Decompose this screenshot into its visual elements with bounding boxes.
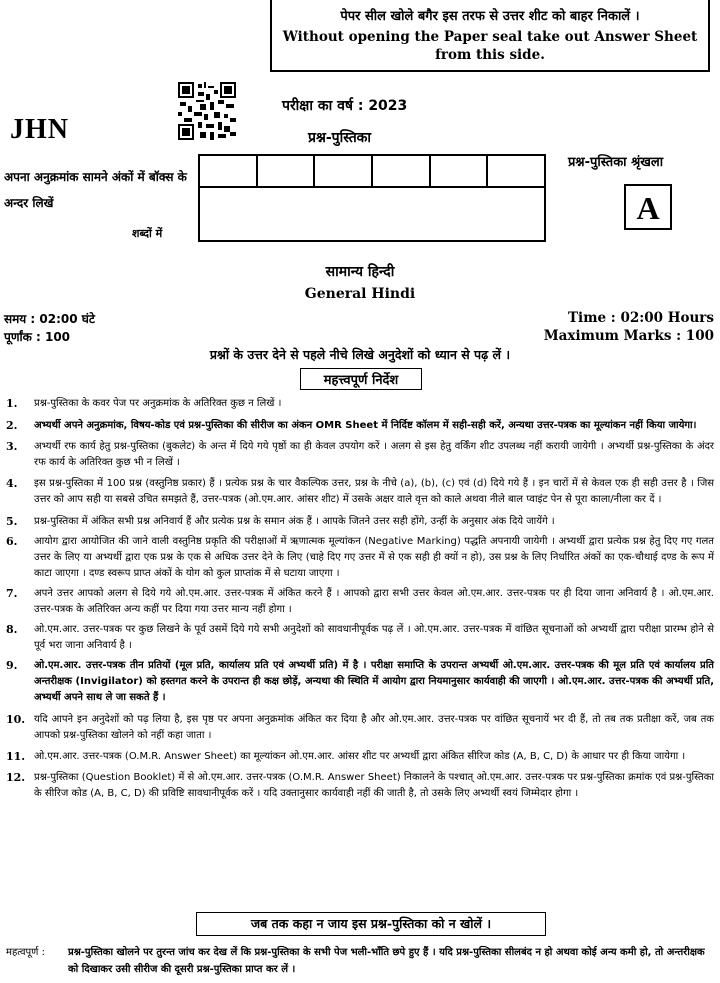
series-box: A bbox=[624, 184, 672, 230]
item-number: 10. bbox=[6, 713, 26, 726]
important-note bbox=[6, 944, 714, 978]
item-text: ओ.एम.आर. उत्तर-पत्रक तीन प्रतियों (मूल प्रति, कार्यालय प्रति एवं अभ्यर्थी प्रति) में है । परीक्षा समाप्ति के उपरान्त अभ्यर्थी ओ.एम.आर. उत्तर-पत्रक की मूल प्रति एवं कार्यालय प्रति अन्तरीक्षक (Invigilator) को हस्तगत करने के उपरान्त ही कक्ष छोड़ें, अन्यथा की स्थिति में आयोग द्वारा नियमानुसार कार्यवाही की जाएगी । ओ.एम.आर. उत्तर-पत्रक की अभ्यर्थी प्रति, अभ्यर्थी अपने साथ ले जा सकते हैं । bbox=[34, 660, 714, 703]
read-instructions-note: प्रश्नों के उत्तर देने से पहले नीचे लिखे अनुदेशों को ध्यान से पढ़ लें । bbox=[209, 347, 511, 362]
list-item bbox=[6, 534, 714, 582]
list-item bbox=[6, 586, 714, 618]
item-text: इस प्रश्न-पुस्तिका में 100 प्रश्न (वस्तुनिष्ठ प्रकार) हैं । प्रत्येक प्रश्न के चार वैकल्पिक उत्तर, प्रश्न के नीचे (a), (b), (c) एवं (d) दिये गये हैं । इन चारों में से केवल एक ही सही उत्तर है । जिस उत्तर को आप सही या सबसे उचित समझते हैं, उत्तर-पत्रक (ओ.एम.आर. आंसर शीट) में उसके अक्षर वाले वृत्त को काले अथवा नीले बाल प्वाइंट पेन से पूरा काला/नीला कर दें । bbox=[34, 478, 714, 505]
roll-digit-box[interactable] bbox=[200, 156, 258, 186]
seal-instruction-box bbox=[270, 0, 710, 72]
instructions-list bbox=[6, 396, 714, 802]
seal-instruction-hindi: पेपर सील खोले बगैर इस तरफ से उत्तर शीट को बाहर निकालें । bbox=[340, 9, 640, 24]
list-item bbox=[6, 770, 714, 802]
item-text: प्रश्न-पुस्तिका के कवर पेज पर अनुक्रमांक के अतिरिक्त कुछ न लिखें । bbox=[34, 398, 282, 409]
item-text: प्रश्न-पुस्तिका में अंकित सभी प्रश्न अनिवार्य हैं और प्रत्येक प्रश्न के समान अंक हैं । आपके जितने उत्तर सही होंगे, उन्हीं के अनुसार अंक दिये जायेंगे । bbox=[34, 516, 555, 527]
item-text: अभ्यर्थी अपने अनुक्रमांक, विषय-कोड एवं प्रश्न-पुस्तिका की सीरीज का अंकन OMR Sheet में निर्दिष्ट कॉलम में सही-सही करें, अन्यथा उत्तर-पत्रक का मूल्यांकन नहीं किया जायेगा। bbox=[34, 420, 697, 431]
roll-number-digit-boxes[interactable] bbox=[198, 154, 546, 188]
roll-digit-box[interactable] bbox=[488, 156, 544, 186]
item-text: यदि आपने इन अनुदेशों को पढ़ लिया है, इस पृष्ठ पर अपना अनुक्रमांक अंकित कर दिया है और ओ.एम.आर. उत्तर-पत्रक पर वांछित सूचनायें भर दी हैं, तो तब तक प्रतीक्षा करें, जब तक आपको प्रश्न-पुस्तिका खोलने को नहीं कहा जाता । bbox=[34, 714, 714, 741]
roll-digit-box[interactable] bbox=[373, 156, 431, 186]
list-item bbox=[6, 476, 714, 508]
list-item bbox=[6, 712, 714, 744]
item-text: अपने उत्तर आपको अलग से दिये गये ओ.एम.आर. उत्तर-पत्रक में अंकित करने हैं । आपको द्वारा सभी उत्तर केवल ओ.एम.आर. उत्तर-पत्रक पर ही दिया जाना अनिवार्य है । ओ.एम.आर. उत्तर-पत्रक के अतिरिक्त अन्य कहीं पर दिया गया उत्तर मान्य नहीं होगा । bbox=[34, 588, 714, 615]
item-number: 11. bbox=[6, 750, 26, 763]
item-number: 2. bbox=[6, 419, 18, 432]
item-text: आयोग द्वारा आयोजित की जाने वाली वस्तुनिष्ठ प्रकृति की परीक्षाओं में ऋणात्मक मूल्यांकन (Negative Marking) पद्धति अपनायी जायेगी । अभ्यर्थी द्वारा प्रत्येक प्रश्न हेतु दिए गए गलत उत्तर के लिए या अभ्यर्थी द्वारा एक प्रश्न के एक से अधिक उत्तर देने के लिए (चाहे दिए गए उत्तर में से एक सही ही क्यों न हो), उस प्रश्न के लिए निर्धारित अंकों का एक-चौथाई दण्ड के रूप में काटा जाएगा । दण्ड स्वरूप प्राप्त अंकों के योग को कुल प्राप्तांक में से घटाया जाएगा । bbox=[34, 536, 714, 579]
paper-code: JHN bbox=[10, 114, 69, 145]
item-number: 4. bbox=[6, 477, 18, 490]
booklet-label: प्रश्न-पुस्तिका bbox=[308, 130, 372, 146]
list-item bbox=[6, 658, 714, 706]
item-number: 1. bbox=[6, 397, 18, 410]
subject-hindi: सामान्य हिन्दी bbox=[325, 264, 395, 280]
roll-digit-box[interactable] bbox=[315, 156, 373, 186]
list-item bbox=[6, 514, 714, 530]
item-number: 12. bbox=[6, 771, 26, 784]
seal-instruction-english: Without opening the Paper seal take out Answer Sheet from this side. bbox=[282, 29, 698, 63]
time-english: Time : 02:00 Hours bbox=[568, 310, 714, 326]
list-item bbox=[6, 418, 714, 434]
time-hindi: समय : 02:00 घंटे bbox=[4, 312, 95, 326]
item-number: 5. bbox=[6, 515, 18, 528]
roll-digit-box[interactable] bbox=[431, 156, 489, 186]
item-number: 6. bbox=[6, 535, 18, 548]
item-number: 7. bbox=[6, 587, 18, 600]
item-number: 8. bbox=[6, 623, 18, 636]
list-item bbox=[6, 439, 714, 471]
qr-code-icon bbox=[178, 82, 236, 140]
item-text: ओ.एम.आर. उत्तर-पत्रक पर कुछ लिखने के पूर्व उसमें दिये गये सभी अनुदेशों को सावधानीपूर्वक पढ़ लें । ओ.एम.आर. उत्तर-पत्रक में वांछित सूचनाओं को अभ्यर्थी द्वारा परीक्षा प्रारम्भ होने से पूर्व भरा जाना अनिवार्य है । bbox=[34, 624, 714, 651]
subject-english: General Hindi bbox=[304, 286, 416, 302]
list-item bbox=[6, 396, 714, 412]
series-label: प्रश्न-पुस्तिका श्रृंखला bbox=[568, 155, 664, 170]
item-text: प्रश्न-पुस्तिका (Question Booklet) में से ओ.एम.आर. उत्तर-पत्रक (O.M.R. Answer Sheet) निकालने के पश्चात् ओ.एम.आर. उत्तर-पत्रक पर प्रश्न-पुस्तिका क्रमांक एवं प्रश्न-पुस्तिका के सीरिज कोड (A, B, C, D) की प्रविष्टि सावधानीपूर्वक करें । यदि उक्तानुसार कार्यवाही नहीं की जाती है, तो उसके लिए अभ्यर्थी स्वयं जिम्मेदार होगा । bbox=[34, 772, 714, 799]
item-number: 3. bbox=[6, 440, 18, 453]
marks-english: Maximum Marks : 100 bbox=[543, 328, 714, 344]
list-item bbox=[6, 749, 714, 765]
do-not-open-notice: जब तक कहा न जाय इस प्रश्न-पुस्तिका को न खोलें । bbox=[196, 912, 546, 936]
important-text: प्रश्न-पुस्तिका खोलने पर तुरन्त जांच कर देख लें कि प्रश्न-पुस्तिका के सभी पेज भली-भाँति छपे हुए हैं । यदि प्रश्न-पुस्तिका सीलबंद न हो अथवा कोई अन्य कमी हो, तो अन्तरीक्षक को दिखाकर उसी सीरीज की दूसरी प्रश्न-पुस्तिका प्राप्त कर लें । bbox=[68, 947, 705, 975]
exam-year: परीक्षा का वर्ष : 2023 bbox=[282, 98, 408, 114]
important-label: महत्वपूर्ण : bbox=[6, 947, 45, 958]
list-item bbox=[6, 622, 714, 654]
marks-hindi: पूर्णांक : 100 bbox=[4, 330, 71, 344]
roll-number-instruction: अपना अनुक्रमांक सामने अंकों में बॉक्स के अन्दर लिखें bbox=[4, 170, 187, 210]
roll-in-words-label: शब्दों में bbox=[132, 227, 163, 240]
item-text: अभ्यर्थी रफ कार्य हेतु प्रश्न-पुस्तिका (बुकलेट) के अन्त में दिये गये पृष्ठों का ही केवल उपयोग करें । अलग से इस हेतु वर्किंग शीट उपलब्ध नहीं करायी जायेगी । अभ्यर्थी प्रश्न-पुस्तिका के अंदर रफ कार्य के अतिरिक्त कुछ भी न लिखें । bbox=[34, 441, 714, 468]
item-text: ओ.एम.आर. उत्तर-पत्रक (O.M.R. Answer Sheet) का मूल्यांकन ओ.एम.आर. आंसर शीट पर अभ्यर्थी द्वारा अंकित सीरिज कोड (A, B, C, D) के आधार पर ही किया जायेगा । bbox=[34, 751, 686, 762]
roll-number-words-box[interactable] bbox=[198, 188, 546, 242]
item-number: 9. bbox=[6, 659, 18, 672]
roll-digit-box[interactable] bbox=[258, 156, 316, 186]
instructions-title: महत्त्वपूर्ण निर्देश bbox=[300, 368, 422, 390]
